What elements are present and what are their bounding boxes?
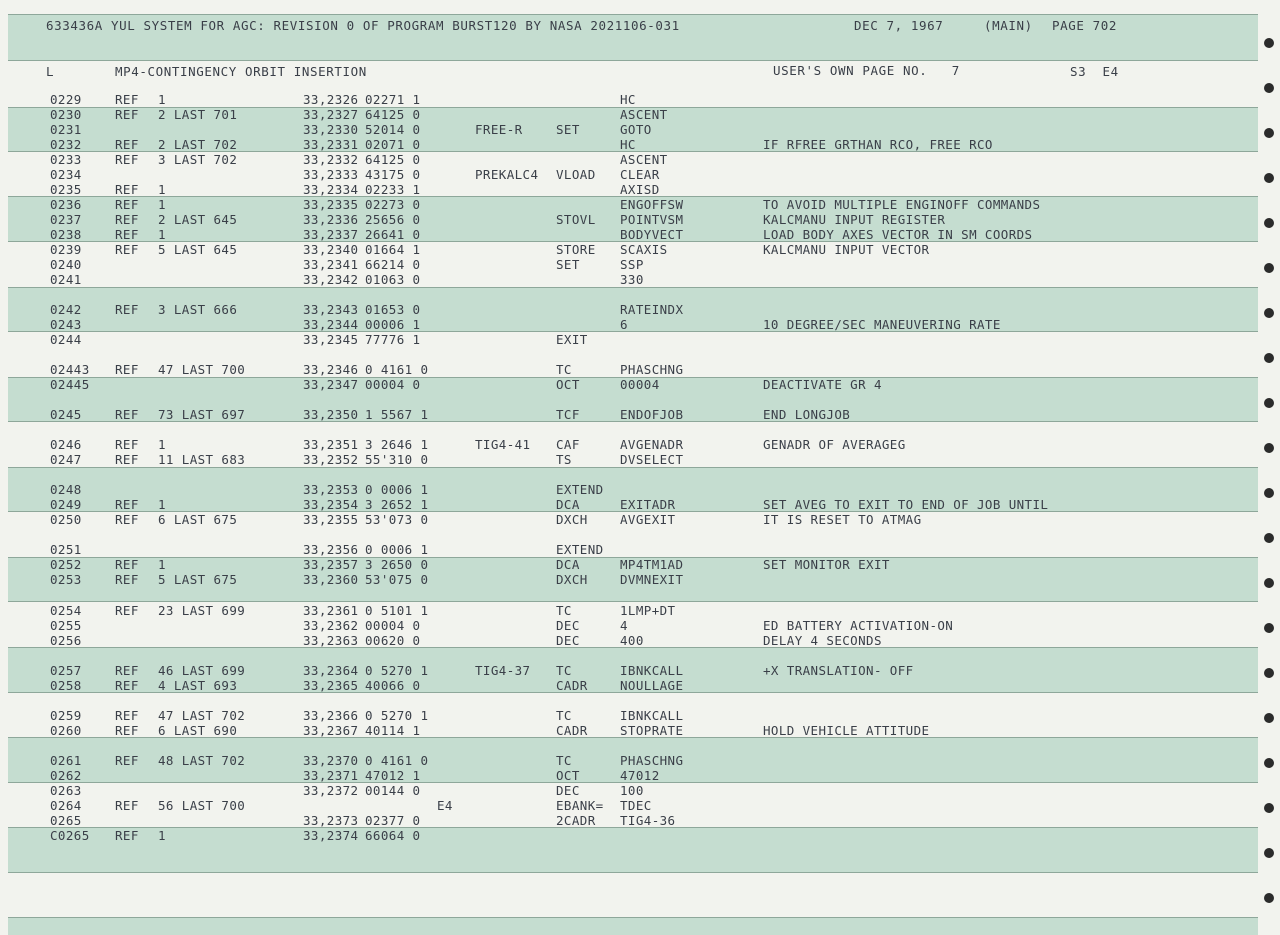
- ref-info: 1: [158, 227, 166, 242]
- ref-marker: REF: [115, 242, 139, 257]
- operand: AXISD: [620, 182, 660, 197]
- address: 33,2365: [303, 678, 359, 693]
- line-number: 0239: [50, 242, 82, 257]
- word: 00144 0: [365, 783, 421, 798]
- opcode: CADR: [556, 678, 588, 693]
- opcode: TCF: [556, 407, 580, 422]
- word: 43175 0: [365, 167, 421, 182]
- opcode: EBANK=: [556, 798, 604, 813]
- line-number: C0265: [50, 828, 90, 843]
- operand: CLEAR: [620, 167, 660, 182]
- feed-hole: [1264, 893, 1274, 903]
- opcode: 2CADR: [556, 813, 596, 828]
- band: [8, 827, 1258, 872]
- opcode: DCA: [556, 497, 580, 512]
- comment: LOAD BODY AXES VECTOR IN SM COORDS: [763, 227, 1033, 242]
- operand: HC: [620, 92, 636, 107]
- ref-marker: REF: [115, 362, 139, 377]
- ref-marker: REF: [115, 302, 139, 317]
- operand: HC: [620, 137, 636, 152]
- operand: ENGOFFSW: [620, 197, 684, 212]
- comment: IT IS RESET TO ATMAG: [763, 512, 922, 527]
- feed-hole: [1264, 443, 1274, 453]
- address: 33,2334: [303, 182, 359, 197]
- word: 64125 0: [365, 107, 421, 122]
- opcode: EXTEND: [556, 542, 604, 557]
- opcode: TC: [556, 753, 572, 768]
- header-date: DEC 7, 1967: [854, 18, 944, 33]
- ref-marker: REF: [115, 663, 139, 678]
- word: 00006 1: [365, 317, 421, 332]
- operand: TIG4-36: [620, 813, 676, 828]
- opcode: TC: [556, 362, 572, 377]
- word: 0 5270 1: [365, 708, 429, 723]
- operand: POINTVSM: [620, 212, 684, 227]
- opcode: CADR: [556, 723, 588, 738]
- word: 02271 1: [365, 92, 421, 107]
- comment: KALCMANU INPUT VECTOR: [763, 242, 930, 257]
- ref-info: 6 LAST 690: [158, 723, 238, 738]
- word: 3 2652 1: [365, 497, 429, 512]
- address: 33,2330: [303, 122, 359, 137]
- address: 33,2355: [303, 512, 359, 527]
- line-number: 0249: [50, 497, 82, 512]
- opcode: STOVL: [556, 212, 596, 227]
- feed-hole: [1264, 668, 1274, 678]
- word: 77776 1: [365, 332, 421, 347]
- operand: SCAXIS: [620, 242, 668, 257]
- opcode: DXCH: [556, 512, 588, 527]
- address: 33,2344: [303, 317, 359, 332]
- feed-hole: [1264, 623, 1274, 633]
- ref-info: 1: [158, 437, 166, 452]
- ref-info: 1: [158, 92, 166, 107]
- ruled-line: [8, 287, 1258, 288]
- word: E4: [437, 798, 453, 813]
- feed-hole: [1264, 488, 1274, 498]
- ref-info: 48 LAST 702: [158, 753, 246, 768]
- label: TIG4-41: [475, 437, 531, 452]
- comment: +X TRANSLATION- OFF: [763, 663, 914, 678]
- ref-marker: REF: [115, 212, 139, 227]
- ref-marker: REF: [115, 753, 139, 768]
- operand: 00004: [620, 377, 660, 392]
- address: 33,2367: [303, 723, 359, 738]
- comment: TO AVOID MULTIPLE ENGINOFF COMMANDS: [763, 197, 1041, 212]
- opcode: EXIT: [556, 332, 588, 347]
- address: 33,2374: [303, 828, 359, 843]
- line-number: 0232: [50, 137, 82, 152]
- feed-hole: [1264, 173, 1274, 183]
- ref-marker: REF: [115, 152, 139, 167]
- line-number: 0240: [50, 257, 82, 272]
- ref-marker: REF: [115, 708, 139, 723]
- address: 33,2352: [303, 452, 359, 467]
- line-number: 0263: [50, 783, 82, 798]
- operand: 1LMP+DT: [620, 603, 676, 618]
- line-number: 0237: [50, 212, 82, 227]
- opcode: TC: [556, 663, 572, 678]
- word: 26641 0: [365, 227, 421, 242]
- line-number: 0243: [50, 317, 82, 332]
- word: 53'073 0: [365, 512, 429, 527]
- address: 33,2332: [303, 152, 359, 167]
- header-title: 633436A YUL SYSTEM FOR AGC: REVISION 0 OF PROGRAM BURST120 BY NASA 2021106-031: [46, 18, 680, 33]
- ref-marker: REF: [115, 572, 139, 587]
- operand: TDEC: [620, 798, 652, 813]
- line-number: 0231: [50, 122, 82, 137]
- opcode: STORE: [556, 242, 596, 257]
- feed-hole: [1264, 128, 1274, 138]
- address: 33,2370: [303, 753, 359, 768]
- line-number: 0238: [50, 227, 82, 242]
- address: 33,2341: [303, 257, 359, 272]
- operand: ASCENT: [620, 107, 668, 122]
- ruled-line: [8, 601, 1258, 602]
- line-number: 0259: [50, 708, 82, 723]
- opcode: DCA: [556, 557, 580, 572]
- label: TIG4-37: [475, 663, 531, 678]
- opcode: SET: [556, 122, 580, 137]
- feed-hole: [1264, 848, 1274, 858]
- operand: DVMNEXIT: [620, 572, 684, 587]
- feed-hole: [1264, 803, 1274, 813]
- operand: 47012: [620, 768, 660, 783]
- operand: GOTO: [620, 122, 652, 137]
- line-number: 0248: [50, 482, 82, 497]
- ref-marker: REF: [115, 92, 139, 107]
- operand: STOPRATE: [620, 723, 684, 738]
- operand: IBNKCALL: [620, 708, 684, 723]
- line-number: 0265: [50, 813, 82, 828]
- ref-info: 46 LAST 699: [158, 663, 246, 678]
- ref-marker: REF: [115, 452, 139, 467]
- word: 47012 1: [365, 768, 421, 783]
- word: 0 4161 0: [365, 753, 429, 768]
- line-number: 0264: [50, 798, 82, 813]
- word: 01664 1: [365, 242, 421, 257]
- ref-info: 2 LAST 701: [158, 107, 238, 122]
- address: 33,2345: [303, 332, 359, 347]
- word: 25656 0: [365, 212, 421, 227]
- line-number: 0230: [50, 107, 82, 122]
- ruled-line: [8, 917, 1258, 918]
- label: FREE-R: [475, 122, 523, 137]
- address: 33,2371: [303, 768, 359, 783]
- ref-info: 3 LAST 666: [158, 302, 238, 317]
- address: 33,2357: [303, 557, 359, 572]
- ref-marker: REF: [115, 407, 139, 422]
- address: 33,2350: [303, 407, 359, 422]
- address: 33,2364: [303, 663, 359, 678]
- word: 02273 0: [365, 197, 421, 212]
- line-number: 0254: [50, 603, 82, 618]
- address: 33,2342: [303, 272, 359, 287]
- word: 00004 0: [365, 377, 421, 392]
- ref-marker: REF: [115, 603, 139, 618]
- ruled-line: [8, 14, 1258, 15]
- operand: PHASCHNG: [620, 753, 684, 768]
- ref-info: 5 LAST 675: [158, 572, 238, 587]
- opcode: SET: [556, 257, 580, 272]
- opcode: DXCH: [556, 572, 588, 587]
- line-number: 0256: [50, 633, 82, 648]
- line-number: 0236: [50, 197, 82, 212]
- operand: 100: [620, 783, 644, 798]
- line-number: 0252: [50, 557, 82, 572]
- section-title: MP4-CONTINGENCY ORBIT INSERTION: [115, 64, 367, 79]
- word: 02071 0: [365, 137, 421, 152]
- feed-hole: [1264, 578, 1274, 588]
- operand: PHASCHNG: [620, 362, 684, 377]
- address: 33,2327: [303, 107, 359, 122]
- line-number: 0255: [50, 618, 82, 633]
- ref-marker: REF: [115, 723, 139, 738]
- address: 33,2346: [303, 362, 359, 377]
- feed-hole: [1264, 758, 1274, 768]
- operand: IBNKCALL: [620, 663, 684, 678]
- word: 55'310 0: [365, 452, 429, 467]
- address: 33,2340: [303, 242, 359, 257]
- word: 53'075 0: [365, 572, 429, 587]
- line-number: 0241: [50, 272, 82, 287]
- operand: EXITADR: [620, 497, 676, 512]
- ref-info: 1: [158, 557, 166, 572]
- address: 33,2335: [303, 197, 359, 212]
- ref-marker: REF: [115, 678, 139, 693]
- operand: NOULLAGE: [620, 678, 684, 693]
- ref-marker: REF: [115, 557, 139, 572]
- opcode: TS: [556, 452, 572, 467]
- line-number: 0233: [50, 152, 82, 167]
- word: 0 4161 0: [365, 362, 429, 377]
- ref-marker: REF: [115, 182, 139, 197]
- comment: SET MONITOR EXIT: [763, 557, 890, 572]
- address: 33,2366: [303, 708, 359, 723]
- opcode: CAF: [556, 437, 580, 452]
- comment: HOLD VEHICLE ATTITUDE: [763, 723, 930, 738]
- ruled-line: [8, 467, 1258, 468]
- opcode: VLOAD: [556, 167, 596, 182]
- comment: ED BATTERY ACTIVATION-ON: [763, 618, 954, 633]
- opcode: DEC: [556, 783, 580, 798]
- line-number: 0253: [50, 572, 82, 587]
- address: 33,2354: [303, 497, 359, 512]
- comment: SET AVEG TO EXIT TO END OF JOB UNTIL: [763, 497, 1049, 512]
- address: 33,2331: [303, 137, 359, 152]
- operand: ASCENT: [620, 152, 668, 167]
- feed-hole: [1264, 83, 1274, 93]
- ref-marker: REF: [115, 137, 139, 152]
- word: 66214 0: [365, 257, 421, 272]
- opcode: TC: [556, 708, 572, 723]
- band: [8, 917, 1258, 935]
- ruled-line: [8, 331, 1258, 332]
- line-number: 0257: [50, 663, 82, 678]
- header-main: (MAIN): [984, 18, 1033, 33]
- ref-info: 56 LAST 700: [158, 798, 246, 813]
- section-code: S3 E4: [1070, 64, 1119, 79]
- operand: 400: [620, 633, 644, 648]
- operand: AVGEXIT: [620, 512, 676, 527]
- line-number: 0235: [50, 182, 82, 197]
- address: 33,2361: [303, 603, 359, 618]
- operand: AVGENADR: [620, 437, 684, 452]
- word: 02233 1: [365, 182, 421, 197]
- ref-info: 1: [158, 828, 166, 843]
- address: 33,2363: [303, 633, 359, 648]
- ref-info: 2 LAST 702: [158, 137, 238, 152]
- ref-info: 4 LAST 693: [158, 678, 238, 693]
- feed-hole: [1264, 398, 1274, 408]
- ref-info: 6 LAST 675: [158, 512, 238, 527]
- address: 33,2351: [303, 437, 359, 452]
- address: 33,2360: [303, 572, 359, 587]
- line-number: 0258: [50, 678, 82, 693]
- line-number: 0261: [50, 753, 82, 768]
- line-number: 0229: [50, 92, 82, 107]
- operand: ENDOFJOB: [620, 407, 684, 422]
- line-number: 0262: [50, 768, 82, 783]
- line-number: 0242: [50, 302, 82, 317]
- ref-marker: REF: [115, 497, 139, 512]
- ref-info: 5 LAST 645: [158, 242, 238, 257]
- address: 33,2372: [303, 783, 359, 798]
- ref-marker: REF: [115, 107, 139, 122]
- line-number: 02443: [50, 362, 90, 377]
- opcode: DEC: [556, 618, 580, 633]
- comment: DELAY 4 SECONDS: [763, 633, 882, 648]
- ruled-line: [8, 60, 1258, 61]
- operand: BODYVECT: [620, 227, 684, 242]
- operand: 4: [620, 618, 628, 633]
- comment: IF RFREE GRTHAN RCO, FREE RCO: [763, 137, 993, 152]
- operand: SSP: [620, 257, 644, 272]
- ref-marker: REF: [115, 828, 139, 843]
- word: 00004 0: [365, 618, 421, 633]
- word: 52014 0: [365, 122, 421, 137]
- ref-marker: REF: [115, 227, 139, 242]
- ref-info: 47 LAST 702: [158, 708, 246, 723]
- word: 01653 0: [365, 302, 421, 317]
- address: 33,2343: [303, 302, 359, 317]
- word: 64125 0: [365, 152, 421, 167]
- feed-hole: [1264, 353, 1274, 363]
- word: 40066 0: [365, 678, 421, 693]
- word: 00620 0: [365, 633, 421, 648]
- line-number: 0244: [50, 332, 82, 347]
- operand: 330: [620, 272, 644, 287]
- line-number: 0246: [50, 437, 82, 452]
- word: 02377 0: [365, 813, 421, 828]
- line-number: 0245: [50, 407, 82, 422]
- ref-info: 1: [158, 182, 166, 197]
- word: 0 0006 1: [365, 542, 429, 557]
- ref-marker: REF: [115, 437, 139, 452]
- word: 40114 1: [365, 723, 421, 738]
- opcode: TC: [556, 603, 572, 618]
- comment: 10 DEGREE/SEC MANEUVERING RATE: [763, 317, 1001, 332]
- header-l-mark: L: [46, 64, 55, 79]
- ref-marker: REF: [115, 197, 139, 212]
- address: 33,2353: [303, 482, 359, 497]
- word: 01063 0: [365, 272, 421, 287]
- opcode: OCT: [556, 768, 580, 783]
- comment: KALCMANU INPUT REGISTER: [763, 212, 946, 227]
- word: 3 2646 1: [365, 437, 429, 452]
- line-number: 0251: [50, 542, 82, 557]
- ref-marker: REF: [115, 798, 139, 813]
- address: 33,2362: [303, 618, 359, 633]
- address: 33,2336: [303, 212, 359, 227]
- feed-hole: [1264, 713, 1274, 723]
- opcode: OCT: [556, 377, 580, 392]
- word: 0 5270 1: [365, 663, 429, 678]
- address: 33,2326: [303, 92, 359, 107]
- line-number: 02445: [50, 377, 90, 392]
- opcode: DEC: [556, 633, 580, 648]
- address: 33,2337: [303, 227, 359, 242]
- label: PREKALC4: [475, 167, 539, 182]
- word: 0 0006 1: [365, 482, 429, 497]
- address: 33,2347: [303, 377, 359, 392]
- word: 66064 0: [365, 828, 421, 843]
- users-page-number: USER'S OWN PAGE NO. 7: [773, 63, 960, 78]
- line-number: 0250: [50, 512, 82, 527]
- word: 3 2650 0: [365, 557, 429, 572]
- operand: 6: [620, 317, 628, 332]
- address: 33,2373: [303, 813, 359, 828]
- feed-hole: [1264, 308, 1274, 318]
- comment: END LONGJOB: [763, 407, 851, 422]
- address: 33,2356: [303, 542, 359, 557]
- feed-hole: [1264, 38, 1274, 48]
- feed-hole: [1264, 263, 1274, 273]
- ref-info: 2 LAST 645: [158, 212, 238, 227]
- line-number: 0234: [50, 167, 82, 182]
- address: 33,2333: [303, 167, 359, 182]
- ref-info: 1: [158, 497, 166, 512]
- feed-hole: [1264, 533, 1274, 543]
- ref-info: 23 LAST 699: [158, 603, 246, 618]
- comment: GENADR OF AVERAGEG: [763, 437, 906, 452]
- operand: RATEINDX: [620, 302, 684, 317]
- ruled-line: [8, 872, 1258, 873]
- comment: DEACTIVATE GR 4: [763, 377, 882, 392]
- ref-info: 1: [158, 197, 166, 212]
- line-number: 0260: [50, 723, 82, 738]
- operand: MP4TM1AD: [620, 557, 684, 572]
- word: 0 5101 1: [365, 603, 429, 618]
- ref-info: 47 LAST 700: [158, 362, 246, 377]
- word: 1 5567 1: [365, 407, 429, 422]
- ref-info: 11 LAST 683: [158, 452, 246, 467]
- ref-info: 3 LAST 702: [158, 152, 238, 167]
- opcode: EXTEND: [556, 482, 604, 497]
- ref-info: 73 LAST 697: [158, 407, 246, 422]
- header-page: PAGE 702: [1052, 18, 1118, 33]
- ref-marker: REF: [115, 512, 139, 527]
- feed-hole: [1264, 218, 1274, 228]
- line-number: 0247: [50, 452, 82, 467]
- operand: DVSELECT: [620, 452, 684, 467]
